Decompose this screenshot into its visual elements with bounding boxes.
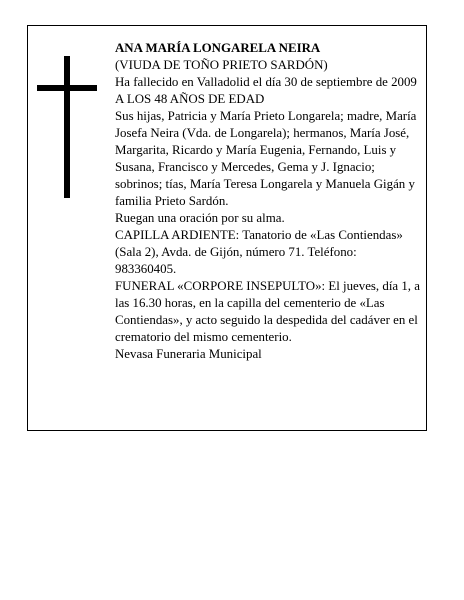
age-line: A LOS 48 AÑOS DE EDAD <box>115 92 265 106</box>
funeral-info: FUNERAL «CORPORE INSEPULTO»: El jueves, día 1, a las 16.30 horas, en la capilla del cementerio de «Las Contiendas», y acto seguido la despedida del cadáver en el crematorio del mismo cementerio. <box>115 279 420 344</box>
cross-vertical-bar <box>64 56 70 198</box>
cross-horizontal-bar <box>37 85 97 91</box>
latin-cross-icon <box>37 56 97 198</box>
chapel-info: CAPILLA ARDIENTE: Tanatorio de «Las Contiendas» (Sala 2), Avda. de Gijón, número 71. Teléfono: 983360405. <box>115 228 403 276</box>
notice-text <box>115 40 421 363</box>
death-info: Ha fallecido en Valladolid el día 30 de septiembre de 2009 <box>115 75 417 89</box>
deceased-name: ANA MARÍA LONGARELA NEIRA <box>115 41 321 55</box>
prayer-line: Ruegan una oración por su alma. <box>115 211 285 225</box>
widow-of-line: (VIUDA DE TOÑO PRIETO SARDÓN) <box>115 58 328 72</box>
funeral-home: Nevasa Funeraria Municipal <box>115 347 262 361</box>
family-paragraph: Sus hijas, Patricia y María Prieto Longarela; madre, María Josefa Neira (Vda. de Longarela); hermanos, María José, Margarita, Ricardo y María Eugenia, Fernando, Luis y Susana, Francisco y Mercedes, Gema y J. Ignacio; sobrinos; tías, María Teresa Longarela y Manuela Gigán y familia Prieto Sardón. <box>115 109 417 208</box>
obituary-notice <box>27 25 427 431</box>
